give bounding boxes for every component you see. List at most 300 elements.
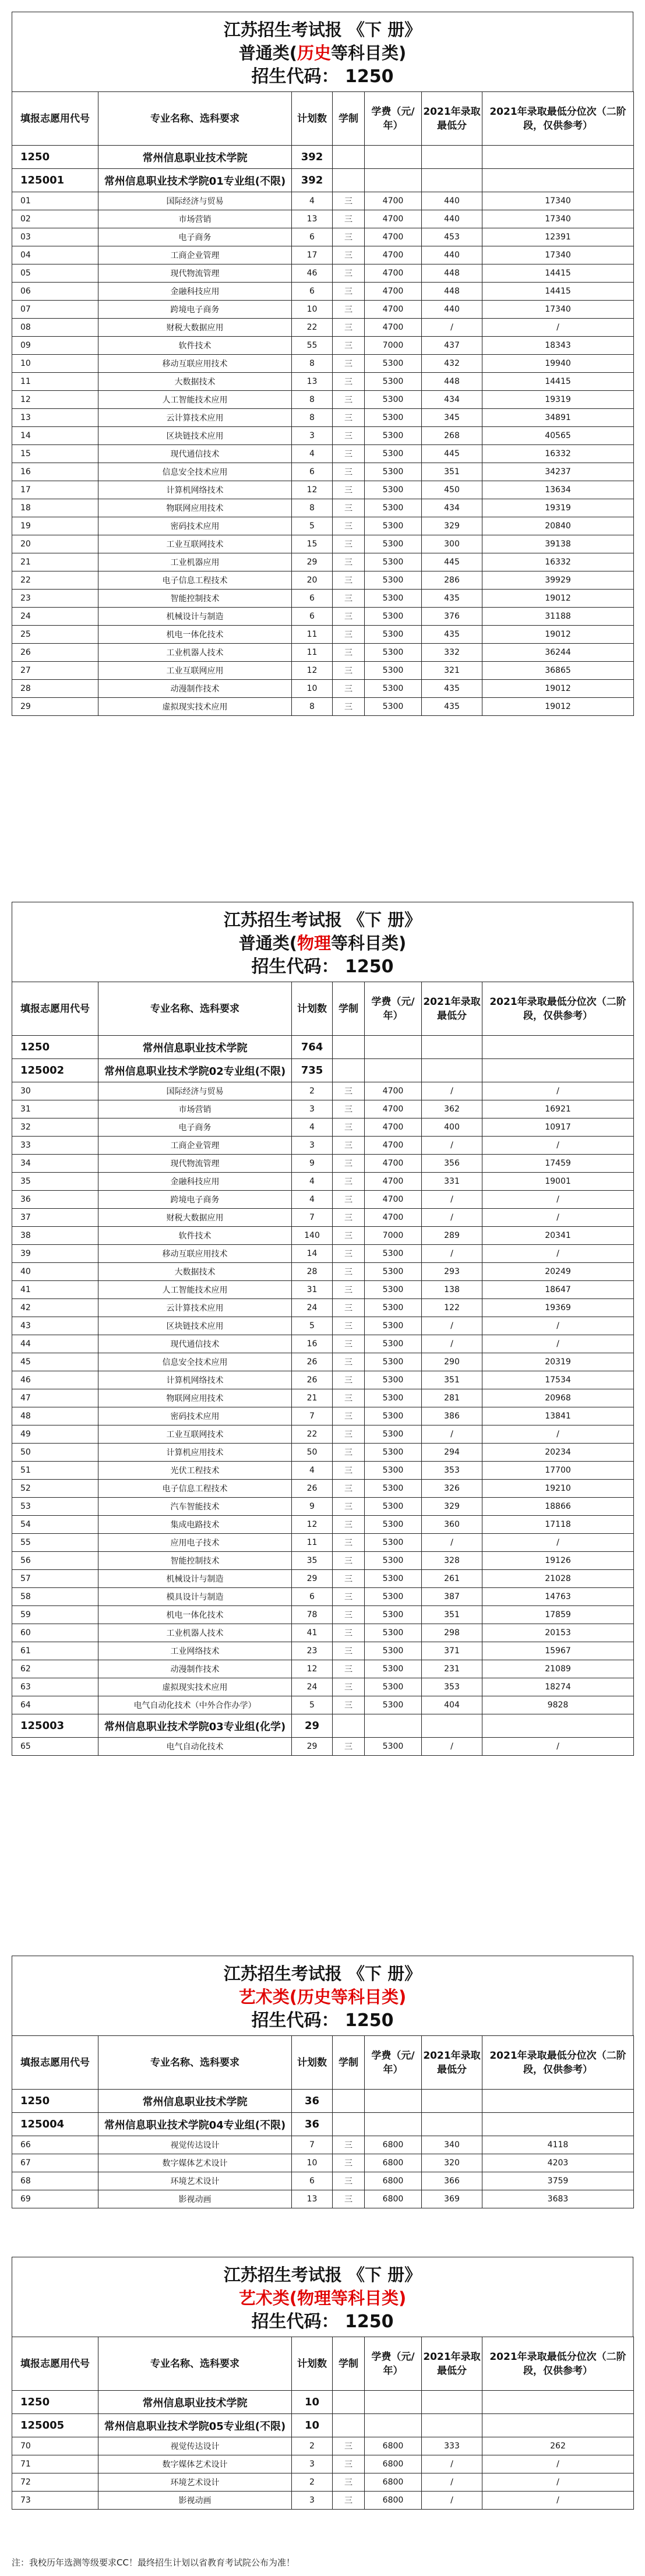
table-row	[12, 2154, 634, 2172]
cell-major-name: 光伏工程技术	[98, 1462, 292, 1480]
cell-system: 三	[333, 698, 365, 716]
section-header	[12, 902, 633, 982]
cell-system: 三	[333, 301, 365, 319]
cell-code: 73	[12, 2492, 98, 2510]
cell-min-rank: 3683	[482, 2190, 634, 2208]
cell-system	[333, 2414, 365, 2437]
cell-system: 三	[333, 517, 365, 535]
cell-major-name: 虚拟现实技术应用	[98, 698, 292, 716]
cell-code: 51	[12, 1462, 98, 1480]
cell-code: 72	[12, 2473, 98, 2492]
cell-plan: 6	[292, 2172, 333, 2190]
column-header: 2021年录取最低分位次（二阶段，仅供参考）	[482, 2036, 634, 2090]
cell-min-rank: 14763	[482, 1588, 634, 1606]
table-row	[12, 373, 634, 391]
cell-fee: 7000	[365, 1227, 422, 1245]
cell-plan: 11	[292, 1534, 333, 1552]
cell-fee: 5300	[365, 680, 422, 698]
cell-code: 55	[12, 1534, 98, 1552]
cell-major-name: 人工智能技术应用	[98, 391, 292, 409]
table-row	[12, 1534, 634, 1552]
cell-min-rank: /	[482, 319, 634, 337]
cell-min-score: 320	[422, 2154, 482, 2172]
cell-fee: 5300	[365, 427, 422, 445]
section-art-history	[12, 1956, 633, 2208]
table-row	[12, 698, 634, 716]
table-row	[12, 571, 634, 590]
cell-code: 57	[12, 1570, 98, 1588]
cell-min-score: 353	[422, 1678, 482, 1696]
cell-code: 07	[12, 301, 98, 319]
table-row	[12, 246, 634, 264]
cell-system: 三	[333, 1281, 365, 1299]
table-row	[12, 1552, 634, 1570]
cell-plan: 6	[292, 228, 333, 246]
cell-major-name: 电子商务	[98, 1118, 292, 1137]
cell-code: 1250	[12, 146, 98, 169]
cell-min-rank: 9828	[482, 1696, 634, 1714]
cell-code: 48	[12, 1407, 98, 1425]
cell-system: 三	[333, 409, 365, 427]
cell-code: 66	[12, 2136, 98, 2154]
cell-min-score	[422, 2414, 482, 2437]
cell-code: 01	[12, 192, 98, 210]
cell-min-rank: 17118	[482, 1516, 634, 1534]
cell-min-rank: 13634	[482, 481, 634, 499]
cell-code: 1250	[12, 1036, 98, 1059]
cell-fee: 4700	[365, 319, 422, 337]
cell-min-score: 286	[422, 571, 482, 590]
table-row	[12, 535, 634, 553]
cell-major-name: 现代物流管理	[98, 1155, 292, 1173]
cell-code: 64	[12, 1696, 98, 1714]
cell-min-rank: 13841	[482, 1407, 634, 1425]
cell-system: 三	[333, 1371, 365, 1389]
cell-min-rank: 19210	[482, 1480, 634, 1498]
cell-min-score	[422, 2391, 482, 2414]
cell-min-rank: 4118	[482, 2136, 634, 2154]
cell-min-score: /	[422, 1137, 482, 1155]
table-row	[12, 391, 634, 409]
cell-min-rank: 17340	[482, 210, 634, 228]
cell-system: 三	[333, 626, 365, 644]
cell-system: 三	[333, 246, 365, 264]
cell-system: 三	[333, 662, 365, 680]
group-row	[12, 2113, 634, 2136]
cell-plan: 29	[292, 553, 333, 571]
cell-major-name: 财税大数据应用	[98, 1209, 292, 1227]
table-row	[12, 337, 634, 355]
cell-plan: 13	[292, 373, 333, 391]
cell-min-rank: 19012	[482, 698, 634, 716]
cell-min-rank: 20234	[482, 1444, 634, 1462]
cell-min-score: 437	[422, 337, 482, 355]
cell-min-rank: 17340	[482, 301, 634, 319]
table-row	[12, 1263, 634, 1281]
cell-major-name: 常州信息职业技术学院03专业组(化学)	[98, 1714, 292, 1738]
cell-min-rank: /	[482, 1738, 634, 1756]
cell-min-score: /	[422, 2455, 482, 2473]
column-header: 2021年录取最低分	[422, 2036, 482, 2090]
cell-code: 22	[12, 571, 98, 590]
cell-plan: 26	[292, 1353, 333, 1371]
cell-min-rank: 36865	[482, 662, 634, 680]
cell-major-name: 金融科技应用	[98, 1173, 292, 1191]
table-row	[12, 1281, 634, 1299]
cell-min-rank: 20341	[482, 1227, 634, 1245]
cell-code: 47	[12, 1389, 98, 1407]
cell-major-name: 影视动画	[98, 2190, 292, 2208]
cell-fee: 4700	[365, 1100, 422, 1118]
cell-system: 三	[333, 391, 365, 409]
cell-min-rank: 17340	[482, 192, 634, 210]
cell-min-score: 440	[422, 210, 482, 228]
cell-fee: 5300	[365, 1534, 422, 1552]
cell-plan: 26	[292, 1480, 333, 1498]
cell-min-score: /	[422, 1317, 482, 1335]
cell-plan: 6	[292, 463, 333, 481]
cell-major-name: 工业互联网技术	[98, 535, 292, 553]
cell-code: 1250	[12, 2391, 98, 2414]
category-highlight: 历史	[297, 43, 331, 63]
table-row	[12, 1480, 634, 1498]
cell-code: 06	[12, 283, 98, 301]
cell-system: 三	[333, 1082, 365, 1100]
cell-major-name: 机电一体化技术	[98, 626, 292, 644]
cell-code: 11	[12, 373, 98, 391]
cell-major-name: 信息安全技术应用	[98, 1353, 292, 1371]
group-row	[12, 1059, 634, 1082]
cell-min-score: /	[422, 1082, 482, 1100]
cell-major-name: 工业网络技术	[98, 1642, 292, 1660]
table-row	[12, 192, 634, 210]
cell-major-name: 常州信息职业技术学院05专业组(不限)	[98, 2414, 292, 2437]
cell-min-score: 356	[422, 1155, 482, 1173]
cell-min-rank: 39929	[482, 571, 634, 590]
cell-fee: 5300	[365, 1444, 422, 1462]
cell-plan: 5	[292, 1696, 333, 1714]
cell-fee: 5300	[365, 499, 422, 517]
cell-fee: 5300	[365, 1696, 422, 1714]
cell-min-rank: 36244	[482, 644, 634, 662]
table-row	[12, 355, 634, 373]
cell-system: 三	[333, 535, 365, 553]
cell-system: 三	[333, 2492, 365, 2510]
cell-code: 18	[12, 499, 98, 517]
cell-min-score: 400	[422, 1118, 482, 1137]
cell-system: 三	[333, 1570, 365, 1588]
cell-system: 三	[333, 1444, 365, 1462]
cell-system: 三	[333, 2455, 365, 2473]
cell-min-rank: /	[482, 1425, 634, 1444]
cell-fee: 4700	[365, 246, 422, 264]
cell-fee: 5300	[365, 1353, 422, 1371]
cell-major-name: 电子信息工程技术	[98, 1480, 292, 1498]
cell-fee: 5300	[365, 1299, 422, 1317]
cell-code: 25	[12, 626, 98, 644]
cell-fee: 6800	[365, 2492, 422, 2510]
table-row	[12, 1389, 634, 1407]
cell-major-name: 集成电路技术	[98, 1516, 292, 1534]
category-title	[12, 2286, 633, 2310]
cell-system: 三	[333, 1480, 365, 1498]
cell-plan: 3	[292, 1100, 333, 1118]
cell-fee: 5300	[365, 1263, 422, 1281]
cell-major-name: 虚拟现实技术应用	[98, 1678, 292, 1696]
cell-code: 27	[12, 662, 98, 680]
cell-code: 33	[12, 1137, 98, 1155]
cell-min-score: 435	[422, 698, 482, 716]
cell-system	[333, 169, 365, 192]
cell-code: 60	[12, 1624, 98, 1642]
column-header: 计划数	[292, 2337, 333, 2391]
cell-min-score: 440	[422, 301, 482, 319]
column-header: 2021年录取最低分	[422, 92, 482, 146]
cell-min-score: 351	[422, 463, 482, 481]
cell-system: 三	[333, 1498, 365, 1516]
cell-plan: 735	[292, 1059, 333, 1082]
table-row	[12, 1462, 634, 1480]
cell-fee: 5300	[365, 481, 422, 499]
cell-major-name: 视觉传达设计	[98, 2437, 292, 2455]
cell-min-rank: 21089	[482, 1660, 634, 1678]
cell-fee: 4700	[365, 1191, 422, 1209]
category-prefix: 普通类(	[238, 43, 297, 63]
cell-system: 三	[333, 192, 365, 210]
cell-min-score: 289	[422, 1227, 482, 1245]
cell-min-rank: 19369	[482, 1299, 634, 1317]
cell-fee: 5300	[365, 1407, 422, 1425]
cell-min-rank: 12391	[482, 228, 634, 246]
cell-min-score: 371	[422, 1642, 482, 1660]
cell-min-score: /	[422, 1335, 482, 1353]
cell-system: 三	[333, 1191, 365, 1209]
cell-fee: 4700	[365, 1082, 422, 1100]
admission-table	[12, 2035, 634, 2208]
cell-system: 三	[333, 1696, 365, 1714]
cell-fee: 5300	[365, 1335, 422, 1353]
column-header: 学制	[333, 982, 365, 1036]
table-row	[12, 1444, 634, 1462]
cell-plan: 23	[292, 1642, 333, 1660]
cell-min-score: 435	[422, 590, 482, 608]
section-art-physics	[12, 2257, 633, 2510]
cell-plan: 35	[292, 1552, 333, 1570]
cell-fee: 4700	[365, 283, 422, 301]
cell-major-name: 工业机器人技术	[98, 644, 292, 662]
cell-min-score: 432	[422, 355, 482, 373]
cell-major-name: 人工智能技术应用	[98, 1281, 292, 1299]
cell-system: 三	[333, 481, 365, 499]
table-row	[12, 590, 634, 608]
table-row	[12, 499, 634, 517]
cell-fee: 5300	[365, 1462, 422, 1480]
cell-fee: 5300	[365, 1281, 422, 1299]
cell-min-score: 261	[422, 1570, 482, 1588]
cell-fee: 5300	[365, 662, 422, 680]
cell-plan: 9	[292, 1155, 333, 1173]
cell-code: 20	[12, 535, 98, 553]
cell-system: 三	[333, 1173, 365, 1191]
cell-min-rank: /	[482, 1191, 634, 1209]
table-header-row	[12, 982, 634, 1036]
cell-code: 42	[12, 1299, 98, 1317]
cell-min-rank: 18274	[482, 1678, 634, 1696]
cell-code: 19	[12, 517, 98, 535]
table-row	[12, 445, 634, 463]
cell-min-score: /	[422, 1209, 482, 1227]
table-row	[12, 1100, 634, 1118]
cell-major-name: 物联网应用技术	[98, 1389, 292, 1407]
cell-system: 三	[333, 445, 365, 463]
cell-fee	[365, 146, 422, 169]
cell-fee: 5300	[365, 1317, 422, 1335]
table-row	[12, 1173, 634, 1191]
group-row	[12, 146, 634, 169]
cell-system: 三	[333, 1606, 365, 1624]
cell-system: 三	[333, 571, 365, 590]
cell-code: 36	[12, 1191, 98, 1209]
cell-plan: 2	[292, 1082, 333, 1100]
cell-fee: 4700	[365, 228, 422, 246]
cell-code: 37	[12, 1209, 98, 1227]
cell-major-name: 密码技术应用	[98, 517, 292, 535]
cell-fee	[365, 169, 422, 192]
cell-major-name: 跨境电子商务	[98, 1191, 292, 1209]
cell-min-rank: /	[482, 2473, 634, 2492]
cell-code: 67	[12, 2154, 98, 2172]
cell-code: 09	[12, 337, 98, 355]
cell-min-score	[422, 169, 482, 192]
cell-code: 46	[12, 1371, 98, 1389]
table-row	[12, 1498, 634, 1516]
cell-system: 三	[333, 319, 365, 337]
cell-min-score: 434	[422, 391, 482, 409]
cell-system: 三	[333, 608, 365, 626]
cell-min-rank: /	[482, 1534, 634, 1552]
table-row	[12, 662, 634, 680]
cell-plan: 28	[292, 1263, 333, 1281]
cell-fee: 5300	[365, 626, 422, 644]
cell-min-score: 231	[422, 1660, 482, 1678]
cell-code: 32	[12, 1118, 98, 1137]
cell-code: 24	[12, 608, 98, 626]
cell-fee	[365, 1059, 422, 1082]
cell-system: 三	[333, 463, 365, 481]
cell-min-score: 340	[422, 2136, 482, 2154]
cell-system: 三	[333, 1227, 365, 1245]
cell-code: 53	[12, 1498, 98, 1516]
cell-min-rank: 18343	[482, 337, 634, 355]
cell-system: 三	[333, 680, 365, 698]
cell-major-name: 智能控制技术	[98, 1552, 292, 1570]
cell-min-score: 329	[422, 1498, 482, 1516]
cell-code: 13	[12, 409, 98, 427]
cell-plan: 8	[292, 698, 333, 716]
cell-fee: 5300	[365, 373, 422, 391]
cell-fee: 5300	[365, 1245, 422, 1263]
cell-plan: 12	[292, 1516, 333, 1534]
cell-min-rank: 39138	[482, 535, 634, 553]
cell-plan: 14	[292, 1245, 333, 1263]
cell-code: 43	[12, 1317, 98, 1335]
cell-fee: 5300	[365, 1389, 422, 1407]
column-header: 专业名称、选科要求	[98, 982, 292, 1036]
cell-major-name: 智能控制技术	[98, 590, 292, 608]
cell-fee	[365, 2391, 422, 2414]
cell-min-rank: /	[482, 1317, 634, 1335]
cell-min-score: 448	[422, 264, 482, 283]
cell-min-rank: 19126	[482, 1552, 634, 1570]
column-header: 学费（元/年）	[365, 92, 422, 146]
cell-code: 54	[12, 1516, 98, 1534]
table-row	[12, 1425, 634, 1444]
cell-min-score: 331	[422, 1173, 482, 1191]
category-title	[12, 931, 633, 955]
cell-system: 三	[333, 499, 365, 517]
cell-fee: 4700	[365, 1137, 422, 1155]
column-header: 填报志愿用代号	[12, 2337, 98, 2391]
cell-min-score: 122	[422, 1299, 482, 1317]
cell-min-score: 321	[422, 662, 482, 680]
cell-min-rank	[482, 1059, 634, 1082]
cell-major-name: 数字媒体艺术设计	[98, 2455, 292, 2473]
cell-min-rank	[482, 169, 634, 192]
cell-code: 1250	[12, 2090, 98, 2113]
cell-major-name: 国际经济与贸易	[98, 1082, 292, 1100]
cell-code: 31	[12, 1100, 98, 1118]
column-header: 2021年录取最低分位次（二阶段，仅供参考）	[482, 92, 634, 146]
cell-major-name: 工商企业管理	[98, 1137, 292, 1155]
cell-min-rank: 20249	[482, 1263, 634, 1281]
cell-min-score: /	[422, 1191, 482, 1209]
cell-fee: 5300	[365, 1678, 422, 1696]
cell-system: 三	[333, 1425, 365, 1444]
cell-plan: 3	[292, 1137, 333, 1155]
cell-min-score	[422, 1059, 482, 1082]
cell-plan: 10	[292, 2414, 333, 2437]
admission-code: 招生代码： 1250	[251, 66, 394, 87]
cell-fee	[365, 1036, 422, 1059]
cell-code: 65	[12, 1738, 98, 1756]
cell-major-name: 工商企业管理	[98, 246, 292, 264]
cell-major-name: 常州信息职业技术学院	[98, 2391, 292, 2414]
column-header: 专业名称、选科要求	[98, 2036, 292, 2090]
cell-plan: 41	[292, 1624, 333, 1642]
cell-major-name: 动漫制作技术	[98, 680, 292, 698]
cell-min-score: /	[422, 1245, 482, 1263]
cell-min-score	[422, 146, 482, 169]
group-row	[12, 2090, 634, 2113]
cell-major-name: 应用电子技术	[98, 1534, 292, 1552]
cell-major-name: 区块链技术应用	[98, 427, 292, 445]
group-row	[12, 1714, 634, 1738]
section-physics-general	[12, 902, 633, 1756]
cell-min-rank: 14415	[482, 264, 634, 283]
column-header: 学费（元/年）	[365, 982, 422, 1036]
cell-system	[333, 1059, 365, 1082]
cell-min-score	[422, 2113, 482, 2136]
publication-title: 江苏招生考试报 《下 册》	[223, 2265, 422, 2285]
cell-code: 52	[12, 1480, 98, 1498]
cell-major-name: 现代通信技术	[98, 445, 292, 463]
cell-system	[333, 2090, 365, 2113]
table-row	[12, 1696, 634, 1714]
cell-major-name: 机电一体化技术	[98, 1606, 292, 1624]
table-row	[12, 1245, 634, 1263]
group-row	[12, 2391, 634, 2414]
cell-system: 三	[333, 1516, 365, 1534]
